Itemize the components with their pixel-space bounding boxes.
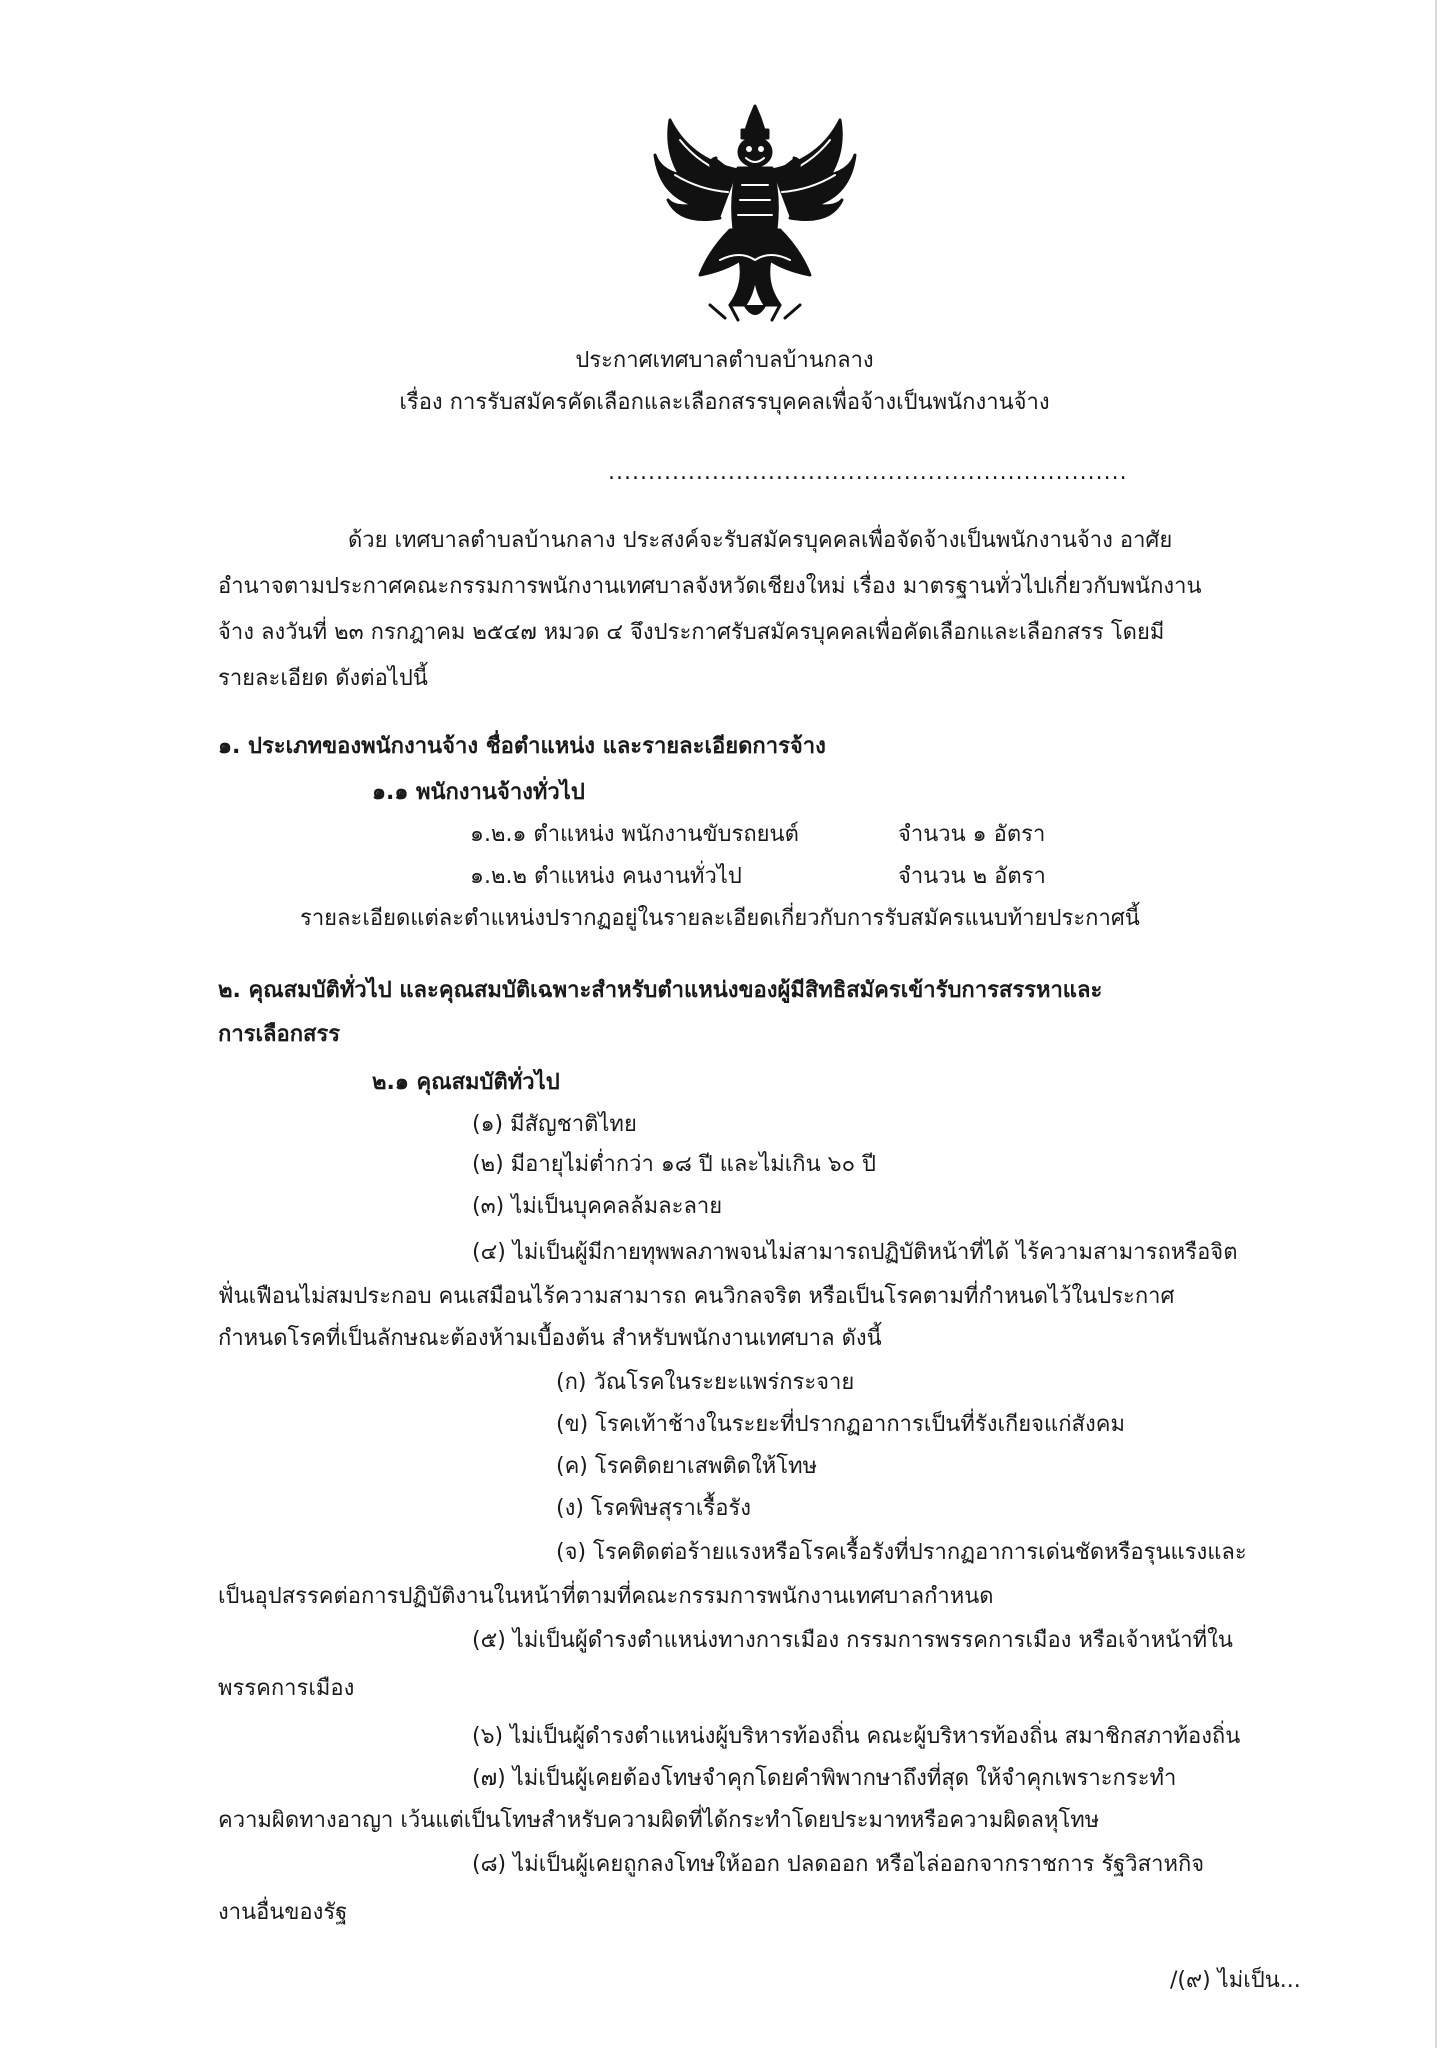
intro-line-1: ด้วย เทศบาลตำบลบ้านกลาง ประสงค์จะรับสมัครบุคคลเพื่อจัดจ้างเป็นพนักงานจ้าง อาศัย xyxy=(348,528,1173,553)
section1-subheading: ๑.๑ พนักงานจ้างทั่วไป xyxy=(372,780,585,805)
qualification-item-3: (๓) ไม่เป็นบุคคลล้มละลาย xyxy=(472,1194,723,1219)
position-2-count: จำนวน ๒ อัตรา xyxy=(898,864,1046,889)
qualification-item-8-line1: (๘) ไม่เป็นผู้เคยถูกลงโทษให้ออก ปลดออก หรือไล่ออกจากราชการ รัฐวิสาหกิจ xyxy=(472,1852,1205,1877)
section2-heading-line2: การเลือกสรร xyxy=(218,1022,341,1047)
qualification-item-8-line2: งานอื่นของรัฐ xyxy=(218,1900,348,1925)
disease-item-ngo: (ง) โรคพิษสุราเรื้อรัง xyxy=(556,1496,751,1521)
qualification-item-5-line1: (๕) ไม่เป็นผู้ดำรงตำแหน่งทางการเมือง กรรมการพรรคการเมือง หรือเจ้าหน้าที่ใน xyxy=(472,1628,1233,1653)
qualification-item-1: (๑) มีสัญชาติไทย xyxy=(472,1112,637,1137)
qualification-item-6: (๖) ไม่เป็นผู้ดำรงตำแหน่งผู้บริหารท้องถิ่น คณะผู้บริหารท้องถิ่น สมาชิกสภาท้องถิ่น xyxy=(472,1724,1241,1749)
qualification-item-4-line3: กำหนดโรคที่เป็นลักษณะต้องห้ามเบื้องต้น สำหรับพนักงานเทศบาล ดังนี้ xyxy=(218,1326,882,1351)
disease-item-ka: (ก) วัณโรคในระยะแพร่กระจาย xyxy=(556,1370,855,1395)
position-1-count: จำนวน ๑ อัตรา xyxy=(898,822,1046,847)
qualification-item-7-line1: (๗) ไม่เป็นผู้เคยต้องโทษจำคุกโดยคำพิพากษาถึงที่สุด ให้จำคุกเพราะกระทำ xyxy=(472,1766,1177,1791)
section2-heading-line1: ๒. คุณสมบัติทั่วไป และคุณสมบัติเฉพาะสำหรับตำแหน่งของผู้มีสิทธิสมัครเข้ารับการสรรหาและ xyxy=(218,978,1103,1003)
qualification-item-2: (๒) มีอายุไม่ต่ำกว่า ๑๘ ปี และไม่เกิน ๖๐ ปี xyxy=(472,1152,877,1177)
scan-edge-line xyxy=(1435,0,1437,2048)
position-1-title: ๑.๒.๑ ตำแหน่ง พนักงานขับรถยนต์ xyxy=(470,822,799,847)
qualification-item-4-line2: ฟั่นเฟือนไม่สมประกอบ คนเสมือนไร้ความสามารถ คนวิกลจริต หรือเป็นโรคตามที่กำหนดไว้ในประกาศ xyxy=(218,1284,1175,1309)
section2-subheading: ๒.๑ คุณสมบัติทั่วไป xyxy=(372,1070,560,1095)
disease-item-cho-line1: (จ) โรคติดต่อร้ายแรงหรือโรคเรื้อรังที่ปรากฏอาการเด่นชัดหรือรุนแรงและ xyxy=(556,1540,1247,1565)
announcement-subject: เรื่อง การรับสมัครคัดเลือกและเลือกสรรบุคคลเพื่อจ้างเป็นพนักงานจ้าง xyxy=(399,390,1050,415)
qualification-item-5-line2: พรรคการเมือง xyxy=(218,1676,355,1701)
intro-line-2: อำนาจตามประกาศคณะกรรมการพนักงานเทศบาลจังหวัดเชียงใหม่ เรื่อง มาตรฐานทั่วไปเกี่ยวกับพนักงาน xyxy=(218,574,1202,599)
page-continuation: /(๙) ไม่เป็น... xyxy=(1170,1968,1301,1993)
intro-line-4: รายละเอียด ดังต่อไปนี้ xyxy=(218,666,428,691)
qualification-item-7-line2: ความผิดทางอาญา เว้นแต่เป็นโทษสำหรับความผิดที่ได้กระทำโดยประมาทหรือความผิดลหุโทษ xyxy=(218,1808,1100,1833)
separator-dots: ................................................................. xyxy=(608,460,1128,485)
intro-line-3: จ้าง ลงวันที่ ๒๓ กรกฎาคม ๒๕๔๗ หมวด ๔ จึงประกาศรับสมัครบุคคลเพื่อคัดเลือกและเลือกสรร โดยมี xyxy=(218,620,1165,645)
qualification-item-4-line1: (๔) ไม่เป็นผู้มีกายทุพพลภาพจนไม่สามารถปฏิบัติหน้าที่ได้ ไร้ความสามารถหรือจิต xyxy=(472,1240,1238,1265)
disease-item-kha: (ข) โรคเท้าช้างในระยะที่ปรากฏอาการเป็นที่รังเกียจแก่สังคม xyxy=(556,1412,1125,1437)
disease-item-cho-line2: เป็นอุปสรรคต่อการปฏิบัติงานในหน้าที่ตามที่คณะกรรมการพนักงานเทศบาลกำหนด xyxy=(218,1584,994,1609)
section1-heading: ๑. ประเภทของพนักงานจ้าง ชื่อตำแหน่ง และรายละเอียดการจ้าง xyxy=(218,734,826,759)
garuda-emblem-icon xyxy=(650,100,860,325)
announcement-title: ประกาศเทศบาลตำบลบ้านกลาง xyxy=(575,348,874,373)
section1-note: รายละเอียดแต่ละตำแหน่งปรากฏอยู่ในรายละเอียดเกี่ยวกับการรับสมัครแนบท้ายประกาศนี้ xyxy=(300,906,1140,931)
position-2-title: ๑.๒.๒ ตำแหน่ง คนงานทั่วไป xyxy=(470,864,742,889)
disease-item-kho: (ค) โรคติดยาเสพติดให้โทษ xyxy=(556,1454,818,1479)
